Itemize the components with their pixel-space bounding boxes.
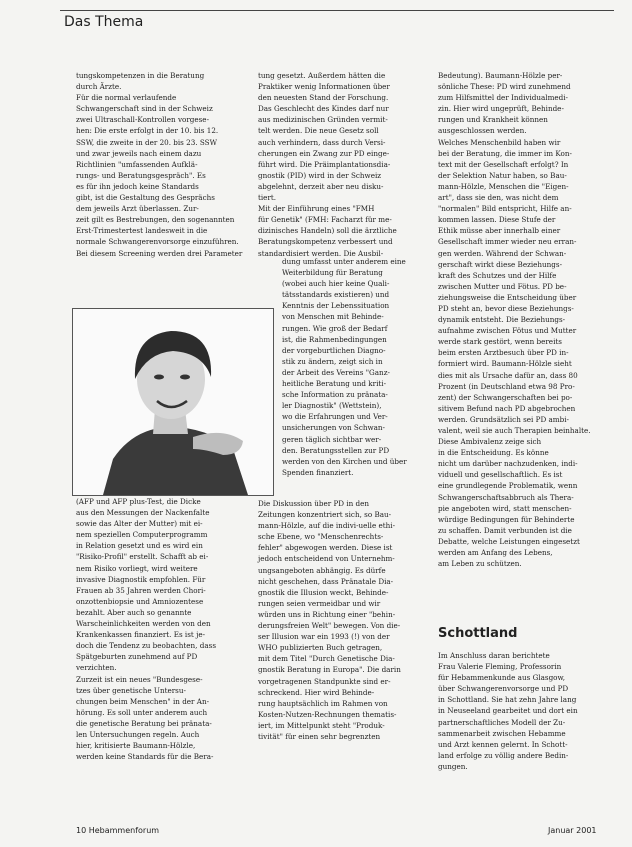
portrait-photo	[72, 308, 274, 496]
column-3-top-text: Bedeutung). Baumann-Hölzle per- sönliche These: PD wird zunehmend zum Hilfsmittel der Individualmedi- zin. Hier wird ungeprüft, Behinde- rungen und Krankheit können ausgeschlossen werden. Welches Menschenbild haben wir bei der Beratung, die immer im Kon- text mit der Gesellschaft erfolgt? In der Selektion Natur haben, so Bau- mann-Hölzle, Menschen die "Eigen- art", dass sie den, was nicht dem "normalen" Bild entspricht, Hilfe an- kommen lassen. Diese Stufe der Ethik müsse aber innerhalb einer Gesellschaft immer wieder neu erran- gen werden. Während der Schwan- gerschaft wirkt diese Beziehungs- kraft des Schutzes und der Hilfe zwischen Mutter und Fötus. PD be- ziehungsweise die Entscheidung über PD steht an, bevor diese Beziehungs- dynamik entsteht. Die Beziehungs- aufnahme zwischen Fötus und Mutter werde stark gestört, wenn bereits beim ersten Arztbesuch über PD in- formiert wird. Baumann-Hölzle sieht dies mit als Ursache dafür an, dass 80 Prozent (in Deutschland etwa 98 Pro- zent) der Schwangerschaften bei po- sitivem Befund nach PD abgebrochen werden. Grundsätzlich sei PD ambi- valent, weil sie auch Therapien beinhalte. Diese Ambivalenz zeige sich in die Entscheidung. Es könne nicht um darüber nachzudenken, indi- viduell und gesellschaftlich. Es ist eine grundlegende Problematik, wenn Schwangerschaftsabbruch als Thera- pie angeboten wird, statt menschen- würdige Bedingungen für Behinderte zu schaffen. Damit verbunden ist die Debatte, welche Leistungen eingesetzt werden am Anfang des Lebens, am Leben zu schützen.	[438, 71, 591, 569]
column-1-bottom	[76, 496, 272, 762]
column-1-bottom-text: (AFP und AFP plus-Test, die Dicke aus den Messungen der Nackenfalte sowie das Alter der Mutter) mit ei- nem speziellen Computerprogramm in Relation gesetzt und es wird ein "Risiko-Profil" erstellt. Schafft ab ei- nem Risiko vorliegt, wird weitere invasive Diagnostik empfohlen. Für Frauen ab 35 Jahren werden Chori- onzottenbiopsie und Amniozentese bezahlt. Aber auch so genannte Warscheinlichkeiten werden von den Krankenkassen finanziert. Es ist je- doch die Tendenz zu beobachten, dass Spätgeburten zunehmend auf PD verzichten. Zurzeit ist ein neues "Bundesgese- tzes über genetische Untersu- chungen beim Menschen" in der An- hörung. Es soll unter anderem auch die genetische Beratung bei pränata- len Untersuchungen regeln. Auch hier, kritisierte Baumann-Hölzle, werden keine Standards für die Bera-	[76, 497, 217, 762]
header-rule	[60, 10, 614, 11]
section-title: Das Thema	[64, 14, 144, 30]
column-3-bottom-text: Im Anschluss daran berichtete Frau Valerie Fleming, Professorin für Hebammenkunde aus Glasgow, über Schwangerenvorsorge und PD in Schottland. Sie hat zehn Jahre lang in Neuseeland gearbeitet und dort ein partnerschaftliches Modell der Zu- sammenarbeit zwischen Hebamme und Arzt kennen gelernt. In Schott- land erfolge zu völlig andere Bedin- gungen.	[438, 651, 578, 771]
column-2-bottom-text: Die Diskussion über PD in den Zeitungen konzentriert sich, so Bau- mann-Hölzle, auf die indivi-uelle ethi- sche Ebene, wo "Menschenrechts- fehler" abgewogen werden. Diese ist jedoch entscheidend von Unternehm- ungsangeboten abhängig. Es dürfe nicht geschehen, dass Pränatale Dia- gnostik die Illusion weckt, Behinde- rungen seien vermeidbar und wir würden uns in Richtung einer "behin- derungsfreien Welt" bewegen. Von die- ser Illusion war ein 1993 (!) von der WHO publizierten Buch getragen, mit dem Titel "Durch Genetische Dia- gnostik Beratung in Europa". Die darin vorgetragenen Standpunkte sind er- schreckend. Hier wird Behinde- rung hauptsächlich im Rahmen von Kosten-Nutzen-Rechnungen thematis- iert, im Mittelpunkt steht "Produk- tivität" für einen sehr begrenzten	[258, 499, 401, 741]
footer-date: Januar 2001	[548, 826, 597, 835]
column-2-middle	[282, 256, 428, 478]
footer-page-label: 10 Hebammenforum	[76, 826, 160, 835]
column-2-bottom	[258, 498, 428, 742]
column-2-middle-text: dung umfasst unter anderem eine Weiterbildung für Beratung (wobei auch hier keine Quali- tätsstandards existieren) und Kenntnis der Lebenssituation von Menschen mit Behinde- rungen. Wie groß der Bedarf ist, die Rahmenbedingungen der vorgeburtlichen Diagno- stik zu ändern, zeigt sich in der Arbeit des Vereins "Ganz- heitliche Beratung und kriti- sche Information zu pränata- ler Diagnostik" (Wettstein), wo die Erfahrungen und Ver- unsicherungen von Schwan- geren täglich sichtbar wer- den. Beratungsstellen zur PD werden von den Kirchen und über Spenden finanziert.	[282, 257, 407, 477]
column-3-bottom	[438, 650, 618, 772]
column-3-top	[438, 70, 618, 569]
column-2-top	[258, 70, 428, 259]
column-2-top-text: tung gesetzt. Außerdem hätten die Praktiker wenig Informationen über den neuesten Stand der Forschung. Das Geschlecht des Kindes darf nur aus medizinischen Gründen vermit- telt werden. Die neue Gesetz soll auch verhindern, dass durch Versi- cherungen ein Zwang zur PD einge- führt wird. Die Präimplantationsdia- gnostik (PID) wird in der Schweiz abgelehnt, derzeit aber neu disku- tiert. Mit der Einführung eines "FMH für Genetik" (FMH: Facharzt für me- dizinisches Handeln) soll die ärztliche Beratungskompetenz verbessert und standardisiert werden. Die Ausbil-	[258, 71, 397, 258]
column-1-top-text: tungskompetenzen in die Beratung durch Ärzte. Für die normal verlaufende Schwangerschaft sind in der Schweiz zwei Ultraschall-Kontrollen vorgese- hen: Die erste erfolgt in der 10. bis 12. SSW, die zweite in der 20. bis 23. SSW und zwar jeweils nach einem dazu Richtlinien "umfassenden Aufklä- rungs- und Beratungsgespräch". Es es für ihn jedoch keine Standards gibt, ist die Gestaltung des Gesprächs dem jeweils Arzt überlassen. Zur- zeit gilt es Bestrebungen, den sogenannten Erst-Trimestertest landesweit in die normale Schwangerenvorsorge einzuführen. Bei diesem Screening werden drei Parameter	[76, 71, 243, 258]
subheading-schottland: Schottland	[438, 626, 518, 641]
portrait-illustration	[73, 309, 273, 495]
column-1-top	[76, 70, 272, 259]
